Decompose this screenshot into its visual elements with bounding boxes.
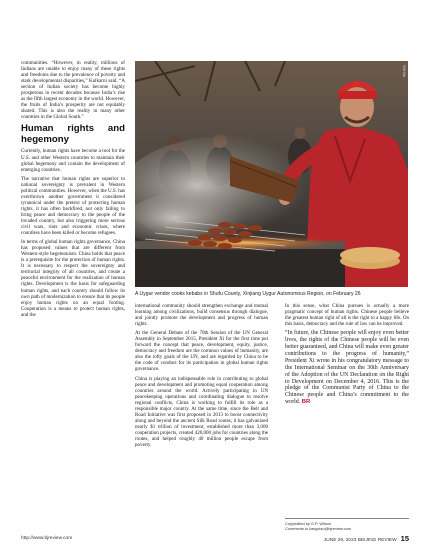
body-paragraph: China is playing an indispensable role in contributing to global peace and development and promoting equal cooperation among countries around the world. Actively participating in UN peacekeeping operations and coordinating dialogue to resolve regional conflicts, China is working to fulfill its role as a responsible major country. At the same time, since the Belt and Road Initiative was first proposed in 2013 to boost connectivity along and beyond the ancient Silk Road routes, it has galvanized nearly $1 trillion of investment, established more than 3,000 cooperation projects, created 420,000 jobs for countries along the routes, and helped roughly 40 million people escape from poverty. [135,375,268,449]
issue-date: JUNE 29, 2023 BEIJING REVIEW [323,538,397,543]
comments-line: Comments to liangxiao@bjreview.com [285,526,352,531]
paragraph-text: “In future, the Chinese people will enjoy even better lives, the rights of the Chinese people will be even better guaranteed, and China will make even greater contributions to the progress of humanity,” President Xi wrote in his congratulatory message to the International Seminar on the 30th Anniversary of the Adoption of the UN Declaration on the Right to Development on December 4, 2016. This is the pledge of the Communist Party of China to the Chinese people and China’s commitment to the world. [285,330,409,406]
body-paragraph: The narrative that human rights are superior to national sovereignty is prevalent in Western political communities. However, when the U.S. has overthrown another government it considered tyrannical under the pretext of protecting human rights, it has often backfired, not only failing to bring peace and democracy to the people of the invaded country, but also triggering more serious civil wars, riots and economic crises, where countless have been killed or become refugees. [21,175,125,237]
photo-caption: A Uygur vendor cooks kebabs in Shufu County, Xinjiang Uygur Autonomous Region, on February 26 [135,291,361,297]
photo-credit: XINHUA [402,65,406,78]
copyedited-line: Copyedited by G.P. Wilson [285,521,331,526]
left-column [21,60,125,321]
body-paragraph: communities. “However, in reality, millions of Indians are unable to enjoy many of these rights and freedoms due to the prevalence of poverty and stark developmental disparities,” Kulkarni said. “A section of Indian society has become highly prosperous in recent decades because India’s rise as the fifth largest economy in the world. However, the fruits of India’s prosperity are not equitably shared. This is also the reality in many other countries in the Global South.” [21,60,125,121]
body-paragraph: In terms of global human rights governance, China has proposed values that are different from Western-style hegemonism. China holds that peace is a prerequisite for the protection of human rights. It is necessary to respect the sovereignty and territorial integrity of all countries, and create a peaceful environment for the realization of human rights. Development is the basis for safeguarding human rights, and each country should follow its own path of modernization to ensure that its people enjoy human rights on an equal footing. Cooperation is a means to protect human rights, and the [21,239,125,318]
body-paragraph: In this sense, what China pursues is actually a more pragmatic concept of human rights. Chinese people believe the greatest human right of all is the right to a happy life. On this basis, democracy and the rule of law can be improved. [285,303,409,328]
footer-issue-info [324,534,409,543]
body-paragraph-large [285,330,409,406]
body-paragraph: At the General Debate of the 70th Session of the UN General Assembly in September 2015, President Xi for the first time put forward the concept that peace, development, equity, justice, democracy and freedom are the common values of humanity, are also the lofty goals of the UN, and are regarded by China to be the code of conduct for its participation in global human rights governance. [135,330,268,373]
footer-url: http://www.bjreview.com [21,536,73,541]
article-photo [135,61,408,287]
section-heading: Human rights and hegemony [21,123,125,145]
right-column [285,303,409,409]
end-mark: BR [301,399,311,406]
body-paragraph: Currently, human rights have become a tool for the U.S. and other Western countries to maintain their global hegemony and contain the development of emerging countries. [21,148,125,173]
middle-column [135,303,268,451]
article-credits [285,518,409,531]
kebab-vendor-illustration [135,61,408,287]
body-paragraph: international community should strengthen exchange and mutual learning among civilizations, build consensus through dialogue, and jointly promote the development and progress of human rights. [135,303,268,328]
page-number: 15 [400,534,409,543]
